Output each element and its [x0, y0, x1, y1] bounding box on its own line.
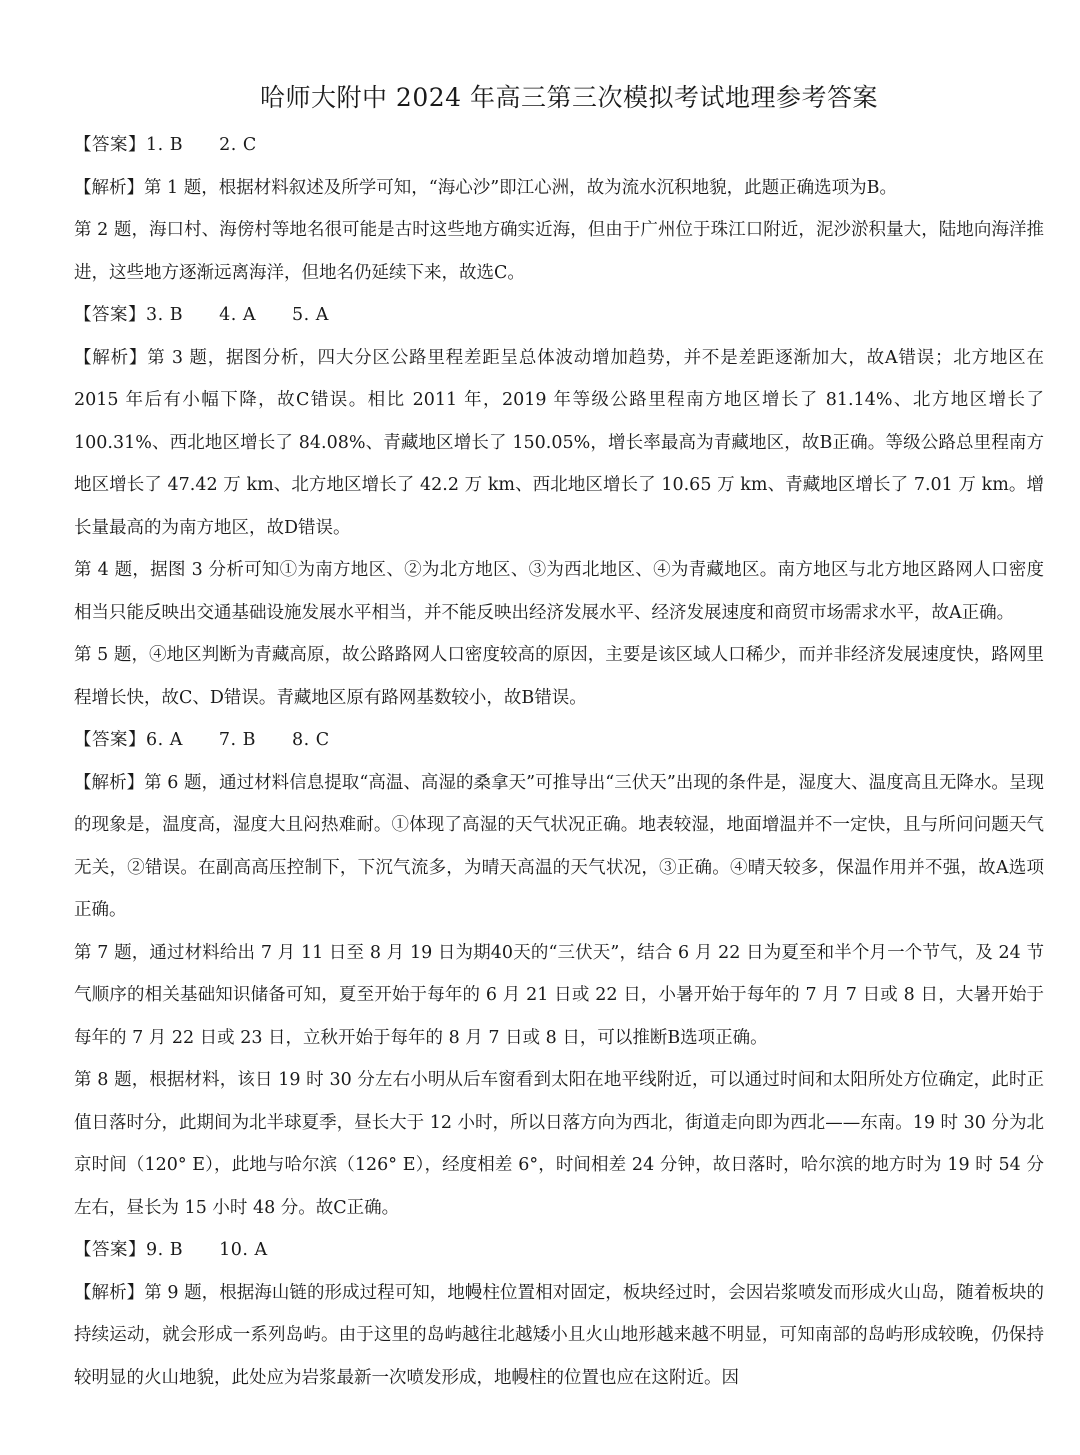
- answer-line-3-5: 【答案】3. B 4. A 5. A: [74, 305, 329, 325]
- analysis-q2: 第 2 题，海口村、海傍村等地名很可能是古时这些地方确实近海，但由于广州位于珠江口附近，泥沙淤积量大，陆地向海洋推进，这些地方逐渐远离海洋，但地名仍延续下来，故选C。: [74, 220, 1044, 283]
- analysis-q8: 第 8 题，根据材料，该日 19 时 30 分左右小明从后车窗看到太阳在地平线附近，可以通过时间和太阳所处方位确定，此时正值日落时分，此期间为北半球夏季，昼长大于 12 小时，所以日落方向为西北，街道走向即为西北——东南。19 时 30 分为北京时间（120° E），此地与哈尔滨（126° E），经度相差 6°，时间相差 24 分钟，故日落时，哈尔滨的地方时为 19 时 54 分左右，昼长为 15 小时 48 分。故C正确。: [74, 1070, 1044, 1218]
- page-title: 哈师大附中 2024 年高三第三次模拟考试地理参考答案: [259, 83, 879, 112]
- analysis-q7: 第 7 题，通过材料给出 7 月 11 日至 8 月 19 日为期40天的“三伏天”，结合 6 月 22 日为夏至和半个月一个节气，及 24 节气顺序的相关基础知识储备可知，夏至开始于每年的 6 月 21 日或 22 日，小暑开始于每年的 7 月 7 日或 8 日，大暑开始于每年的 7 月 22 日或 23 日，立秋开始于每年的 8 月 7 日或 8 日，可以推断B选项正确。: [74, 942, 1044, 1048]
- analysis-q4: 第 4 题，据图 3 分析可知①为南方地区、②为北方地区、③为西北地区、④为青藏地区。南方地区与北方地区路网人口密度相当只能反映出交通基础设施发展水平相当，并不能反映出经济发展水平、经济发展速度和商贸市场需求水平，故A正确。: [74, 560, 1044, 623]
- analysis-q5: 第 5 题，④地区判断为青藏高原，故公路路网人口密度较高的原因，主要是该区域人口稀少，而并非经济发展速度快，路网里程增长快，故C、D错误。青藏地区原有路网基数较小，故B错误。: [74, 645, 1044, 708]
- answer-line-1-2: 【答案】1. B 2. C: [74, 135, 257, 155]
- analysis-q9: 【解析】第 9 题，根据海山链的形成过程可知，地幔柱位置相对固定，板块经过时，会因岩浆喷发而形成火山岛，随着板块的持续运动，就会形成一系列岛屿。由于这里的岛屿越往北越矮小且火山地形越来越不明显，可知南部的岛屿形成较晚，仍保持较明显的火山地貌，此处应为岩浆最新一次喷发形成，地幔柱的位置也应在这附近。因: [74, 1282, 1044, 1388]
- answer-line-9-10: 【答案】9. B 10. A: [74, 1240, 268, 1260]
- answer-line-6-8: 【答案】6. A 7. B 8. C: [74, 730, 330, 750]
- analysis-q1: 【解析】第 1 题，根据材料叙述及所学可知，“海心沙”即江心洲，故为流水沉积地貌，此题正确选项为B。: [74, 177, 898, 198]
- analysis-q3: 【解析】第 3 题，据图分析，四大分区公路里程差距呈总体波动增加趋势，并不是差距逐渐加大，故A错误；北方地区在 2015 年后有小幅下降，故C错误。相比 2011 年，2019 年等级公路里程南方地区增长了 81.14%、北方地区增长了 100.31%、西北地区增长了 84.08%、青藏地区增长了 150.05%，增长率最高为青藏地区，故B正确。等级公路总里程南方地区增长了 47.42 万 km、北方地区增长了 42.2 万 km、西北地区增长了 10.65 万 km、青藏地区增长了 7.01 万 km。增长量最高的为南方地区，故D错误。: [74, 347, 1044, 538]
- analysis-q6: 【解析】第 6 题，通过材料信息提取“高温、高湿的桑拿天”可推导出“三伏天”出现的条件是，湿度大、温度高且无降水。呈现的现象是，温度高，湿度大且闷热难耐。①体现了高湿的天气状况正确。地表较湿，地面增温并不一定快，且与所问问题天气无关，②错误。在副高高压控制下，下沉气流多，为晴天高温的天气状况，③正确。④晴天较多，保温作用并不强，故A选项正确。: [74, 772, 1044, 920]
